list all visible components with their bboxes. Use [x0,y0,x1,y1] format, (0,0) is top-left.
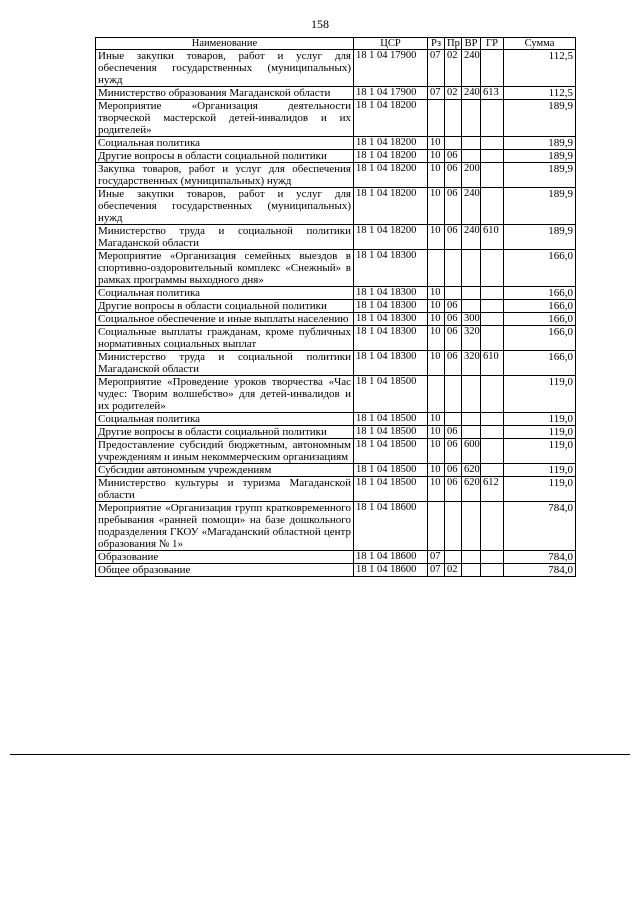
row-gr [481,464,504,477]
row-vr: 240 [462,50,481,87]
row-pr: 06 [445,150,462,163]
row-sum: 784,0 [504,551,576,564]
row-csr: 18 1 04 18500 [354,477,428,502]
table-row [96,564,576,577]
row-pr [445,551,462,564]
row-name: Министерство труда и социальной политики Магаданской области [96,225,354,250]
row-name: Субсидии автономным учреждениям [96,464,354,477]
col-header-pr: Пр [445,38,462,50]
row-gr [481,313,504,326]
row-name: Закупка товаров, работ и услуг для обеспечения государственных (муниципальных) нужд [96,163,354,188]
row-sum: 784,0 [504,502,576,551]
row-gr [481,287,504,300]
row-gr [481,100,504,137]
row-vr: 240 [462,225,481,250]
row-sum: 189,9 [504,163,576,188]
row-gr [481,376,504,413]
col-header-vr: ВР [462,38,481,50]
row-csr: 18 1 04 18200 [354,225,428,250]
row-sum: 189,9 [504,100,576,137]
row-gr: 610 [481,351,504,376]
row-pr: 02 [445,87,462,100]
row-gr [481,413,504,426]
row-name: Мероприятие «Организация деятельности творческой мастерской детей-инвалидов и их родителей» [96,100,354,137]
row-rz: 10 [428,426,445,439]
table-row [96,300,576,313]
row-sum: 189,9 [504,188,576,225]
table-row [96,477,576,502]
table-row [96,413,576,426]
row-name: Социальная политика [96,413,354,426]
row-rz: 10 [428,326,445,351]
row-name: Министерство труда и социальной политики Магаданской области [96,351,354,376]
row-csr: 18 1 04 18300 [354,326,428,351]
table-row [96,439,576,464]
col-header-rz: Рз [428,38,445,50]
row-pr: 06 [445,188,462,225]
row-sum: 166,0 [504,300,576,313]
row-rz: 07 [428,551,445,564]
row-name: Министерство образования Магаданской области [96,87,354,100]
row-sum: 166,0 [504,250,576,287]
row-sum: 784,0 [504,564,576,577]
row-gr [481,163,504,188]
row-name: Другие вопросы в области социальной политики [96,150,354,163]
row-name: Социальная политика [96,287,354,300]
row-name: Иные закупки товаров, работ и услуг для обеспечения государственных (муниципальных) нужд [96,50,354,87]
row-rz [428,250,445,287]
row-pr: 06 [445,464,462,477]
page-bottom-rule [10,754,630,755]
row-vr [462,300,481,313]
row-csr: 18 1 04 18300 [354,250,428,287]
row-pr: 06 [445,351,462,376]
row-pr: 06 [445,225,462,250]
table-row [96,150,576,163]
row-sum: 166,0 [504,351,576,376]
row-csr: 18 1 04 18500 [354,376,428,413]
row-vr [462,426,481,439]
col-header-name: Наименование [96,38,354,50]
table-row [96,464,576,477]
row-rz [428,502,445,551]
row-name: Образование [96,551,354,564]
row-pr: 06 [445,426,462,439]
row-rz [428,376,445,413]
row-gr [481,250,504,287]
table-row [96,351,576,376]
row-csr: 18 1 04 18600 [354,551,428,564]
col-header-gr: ГР [481,38,504,50]
row-sum: 119,0 [504,376,576,413]
table-row [96,250,576,287]
row-pr [445,250,462,287]
row-vr [462,150,481,163]
row-vr: 620 [462,464,481,477]
row-rz: 10 [428,313,445,326]
row-vr [462,287,481,300]
row-csr: 18 1 04 18200 [354,150,428,163]
row-rz: 07 [428,564,445,577]
row-csr: 18 1 04 18500 [354,439,428,464]
table-row [96,87,576,100]
row-vr: 320 [462,326,481,351]
row-vr [462,551,481,564]
row-name: Другие вопросы в области социальной политики [96,300,354,313]
row-rz: 10 [428,351,445,376]
row-rz: 10 [428,300,445,313]
row-pr [445,413,462,426]
col-header-sum: Сумма [504,38,576,50]
table-row [96,287,576,300]
row-rz: 10 [428,413,445,426]
row-pr: 06 [445,163,462,188]
row-pr: 02 [445,50,462,87]
row-name: Иные закупки товаров, работ и услуг для обеспечения государственных (муниципальных) нужд [96,188,354,225]
row-sum: 119,0 [504,464,576,477]
row-sum: 166,0 [504,287,576,300]
table-row [96,188,576,225]
table-row [96,100,576,137]
row-gr: 610 [481,225,504,250]
row-pr [445,376,462,413]
table-row [96,502,576,551]
row-sum: 119,0 [504,477,576,502]
row-csr: 18 1 04 18500 [354,426,428,439]
row-vr: 600 [462,439,481,464]
row-csr: 18 1 04 17900 [354,50,428,87]
row-csr: 18 1 04 17900 [354,87,428,100]
row-name: Мероприятие «Проведение уроков творчества «Час чудес: Творим волшебство» для детей-инвалидов и их родителей» [96,376,354,413]
row-vr: 200 [462,163,481,188]
row-sum: 189,9 [504,150,576,163]
row-rz: 10 [428,477,445,502]
row-csr: 18 1 04 18600 [354,502,428,551]
row-vr: 320 [462,351,481,376]
row-gr [481,564,504,577]
row-csr: 18 1 04 18300 [354,351,428,376]
row-pr: 06 [445,300,462,313]
row-vr [462,413,481,426]
table-row [96,326,576,351]
row-rz [428,100,445,137]
row-csr: 18 1 04 18300 [354,287,428,300]
table-row [96,313,576,326]
table-body [96,50,576,577]
row-pr: 06 [445,313,462,326]
row-gr [481,551,504,564]
row-gr: 612 [481,477,504,502]
row-vr [462,376,481,413]
row-name: Общее образование [96,564,354,577]
row-csr: 18 1 04 18500 [354,413,428,426]
row-pr: 06 [445,477,462,502]
row-csr: 18 1 04 18200 [354,137,428,150]
row-gr [481,50,504,87]
table-row [96,225,576,250]
row-vr [462,502,481,551]
row-name: Социальное обеспечение и иные выплаты населению [96,313,354,326]
row-name: Предоставление субсидий бюджетным, автономным учреждениям и иным некоммерческим организациям [96,439,354,464]
row-name: Мероприятие «Организация семейных выездов в спортивно-оздоровительный комплекс «Снежный» в рамках программы выходного дня» [96,250,354,287]
table-header-row [96,38,576,50]
table-row [96,50,576,87]
row-gr [481,502,504,551]
row-gr [481,439,504,464]
row-rz: 10 [428,225,445,250]
row-csr: 18 1 04 18200 [354,100,428,137]
row-sum: 112,5 [504,50,576,87]
row-sum: 189,9 [504,225,576,250]
row-gr: 613 [481,87,504,100]
row-rz: 10 [428,439,445,464]
row-rz: 10 [428,188,445,225]
row-pr [445,137,462,150]
row-name: Министерство культуры и туризма Магаданской области [96,477,354,502]
col-header-csr: ЦСР [354,38,428,50]
row-name: Мероприятие «Организация групп кратковременного пребывания «ранней помощи» на базе дошкольного подразделения ГКОУ «Магаданский областной центр образования № 1» [96,502,354,551]
row-csr: 18 1 04 18600 [354,564,428,577]
row-pr: 02 [445,564,462,577]
table-row [96,376,576,413]
table-row [96,551,576,564]
row-vr: 240 [462,87,481,100]
row-vr [462,250,481,287]
row-name: Другие вопросы в области социальной политики [96,426,354,439]
row-vr: 300 [462,313,481,326]
row-rz: 07 [428,87,445,100]
row-rz: 10 [428,150,445,163]
row-name: Социальная политика [96,137,354,150]
table-row [96,426,576,439]
table-row [96,137,576,150]
row-csr: 18 1 04 18500 [354,464,428,477]
budget-table [95,37,576,577]
row-sum: 119,0 [504,439,576,464]
row-pr: 06 [445,326,462,351]
row-rz: 10 [428,464,445,477]
row-sum: 119,0 [504,426,576,439]
row-gr [481,326,504,351]
row-csr: 18 1 04 18200 [354,163,428,188]
row-gr [481,426,504,439]
row-rz: 10 [428,163,445,188]
row-pr [445,502,462,551]
row-vr: 240 [462,188,481,225]
row-csr: 18 1 04 18300 [354,300,428,313]
row-vr: 620 [462,477,481,502]
row-sum: 166,0 [504,313,576,326]
row-gr [481,300,504,313]
row-rz: 10 [428,137,445,150]
row-gr [481,137,504,150]
row-vr [462,564,481,577]
row-pr [445,287,462,300]
page-number: 158 [311,17,329,31]
table-row [96,163,576,188]
row-pr [445,100,462,137]
row-gr [481,150,504,163]
row-name: Социальные выплаты гражданам, кроме публичных нормативных социальных выплат [96,326,354,351]
row-rz: 07 [428,50,445,87]
row-sum: 119,0 [504,413,576,426]
row-vr [462,100,481,137]
row-sum: 112,5 [504,87,576,100]
row-sum: 166,0 [504,326,576,351]
row-csr: 18 1 04 18200 [354,188,428,225]
row-csr: 18 1 04 18300 [354,313,428,326]
row-sum: 189,9 [504,137,576,150]
row-rz: 10 [428,287,445,300]
row-pr: 06 [445,439,462,464]
row-gr [481,188,504,225]
row-vr [462,137,481,150]
